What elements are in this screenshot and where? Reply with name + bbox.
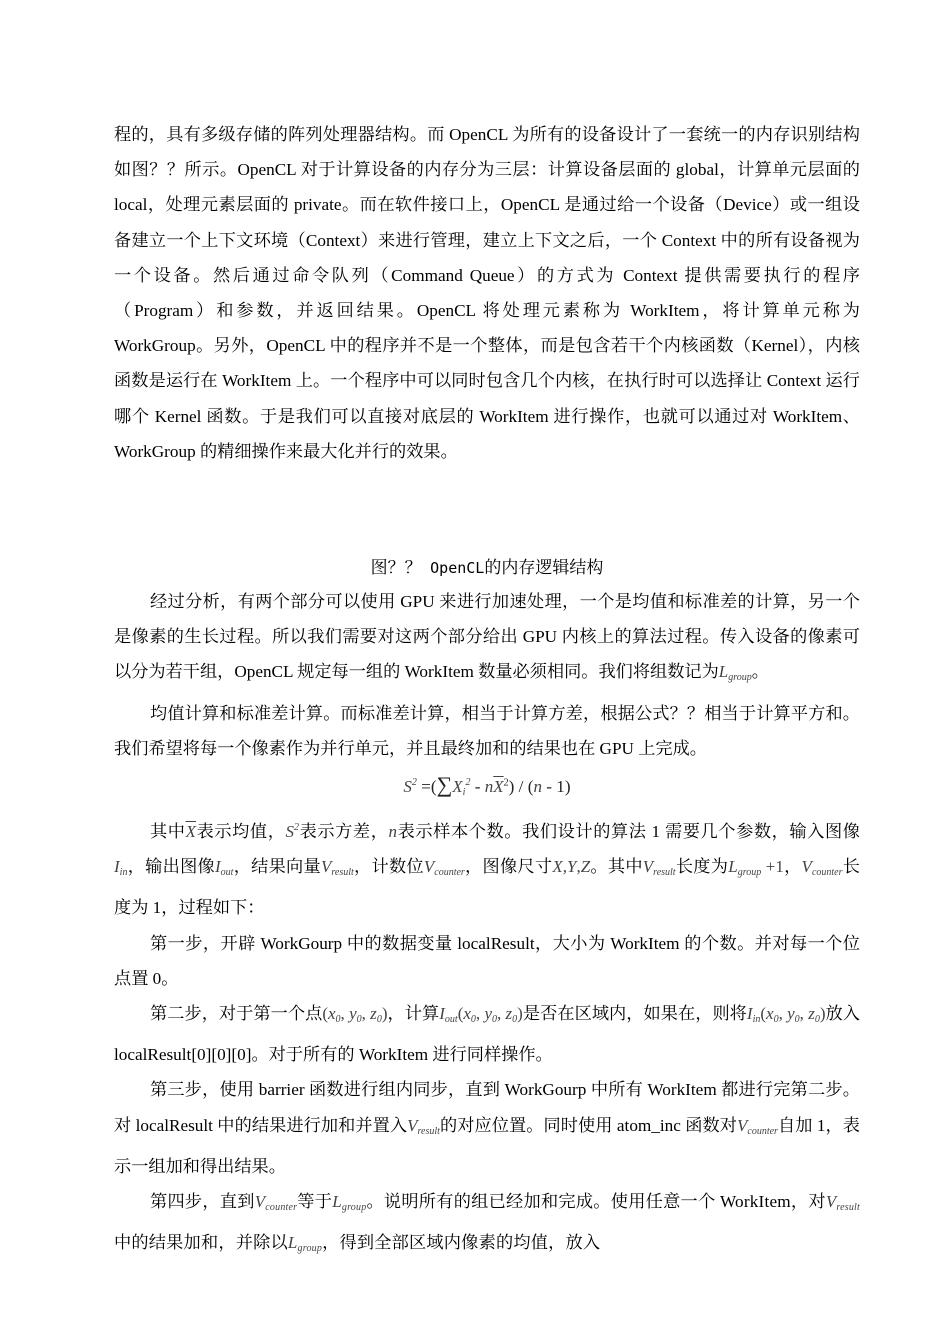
math-v-counter-2: $V_{counter}$ <box>801 857 843 879</box>
math-i-out: $I_{out}$ <box>214 857 234 879</box>
paragraph-mean-std: 均值计算和标准差计算。而标准差计算，相当于计算方差，根据公式？？相当于计算平方和。我们希望将每一个像素作为并行单元，并且最终加和的结果也在 GPU 上完成。 <box>114 703 860 758</box>
math-v-counter: $V_{counter}$ <box>423 857 465 879</box>
paragraph-step-4: 第四步，直到$V_{counter}$等于$L_{group}$。说明所有的组已经加和完成。使用任意一个 WorkItem，对$V_{result}$中的结果加和，并除以$L_{group}$，得到全部区域内像素的均值，放入 <box>114 1192 861 1255</box>
math-v-result-3: $V_{result}$ <box>407 1115 440 1137</box>
math-i-out-point: $I_{out}(x_0$, $y_0$, $z_0$) <box>439 1004 523 1026</box>
figure-caption: 图？？ OpenCL的内存逻辑结构 <box>370 558 604 577</box>
math-l-group: $L_{group}$ <box>718 662 752 684</box>
math-point-0: ($x_0$, $y_0$, $z_0$) <box>322 1004 388 1026</box>
paragraph-step-3: 第三步，使用 barrier 函数进行组内同步，直到 WorkGourp 中所有 WorkItem 都进行完第二步。对 localResult 中的结果进行加和并置入$V_{result}$的对应位置。同时使用 atom_inc 函数对$V_{counter}$自加 1，表示一组加和得出结果。 <box>114 1080 860 1176</box>
variance-formula: $S^2 =(\sum X_i^2 - n\overline{X}^2) / (n - 1)$ <box>403 772 571 799</box>
math-xyz: X,Y,Z <box>552 857 591 877</box>
paragraph-step-2: 第二步，对于第一个点($x_0$, $y_0$, $z_0$)，计算$I_{out}(x_0$, $y_0$, $z_0$)是否在区域内，如果在，则将$I_{in}(x_0$, $y_0$, $z_0$)放入 localResult[0][0][0]。对于所有的 WorkItem 进行同样操作。 <box>114 1004 860 1065</box>
math-mean-x: $\overline{X}$ <box>185 822 196 842</box>
math-l-group-3: $L_{group}$ <box>287 1233 323 1255</box>
math-i-in: $I_{in}$ <box>114 857 128 879</box>
body-text-2 <box>114 584 860 1266</box>
math-l-group-2: $L_{group}$ <box>332 1192 367 1214</box>
paragraph-opencl-memory: 程的，具有多级存储的阵列处理器结构。而 OpenCL 为所有的设备设计了一套统一的内存识别结构如图？？所示。OpenCL 对于计算设备的内存分为三层：计算设备层面的 global，计算单元层面的 local，处理元素层面的 private。而在软件接口上，OpenCL 是通过给一个设备（Device）或一组设备建立一个上下文环境（Context）来进行管理，建立上下文之后，一个 Context 中的所有设备视为一个设备。然后通过命令队列（Command Queue）的方式为 Context 提供需要执行的程序（Program）和参数，并返回结果。OpenCL 将处理元素称为 WorkItem，将计算单元称为 WorkGroup。另外，OpenCL 中的程序并不是一个整体，而是包含若干个内核函数（Kernel），内核函数是运行在 WorkItem 上。一个程序中可以同时包含几个内核，在执行时可以选择让 Context 运行哪个 Kernel 函数。于是我们可以直接对底层的 WorkItem 进行操作，也就可以通过对 WorkItem、WorkGroup 的精细操作来最大化并行的效果。 <box>114 125 860 461</box>
math-i-in-point: $I_{in}(x_0$, $y_0$, $z_0$) <box>746 1004 826 1026</box>
paragraph-analysis: 经过分析，有两个部分可以使用 GPU 来进行加速处理，一个是均值和标准差的计算，另一个是像素的生长过程。所以我们需要对这两个部分给出 GPU 内核上的算法过程。传入设备的像素可以分为若干组，OpenCL 规定每一组的 WorkItem 数量必须相同。我们将组数记为$L_{group}$。 <box>114 592 860 684</box>
figure-caption-block <box>114 553 860 583</box>
math-v-counter-4: $V_{counter}$ <box>254 1192 298 1214</box>
body-text <box>114 117 860 469</box>
math-s2: $S^2$ <box>285 822 299 842</box>
math-v-result-4: $V_{result}$ <box>825 1192 861 1214</box>
math-v-result: $V_{result}$ <box>320 857 354 879</box>
math-n: n <box>388 822 397 842</box>
math-v-counter-3: $V_{counter}$ <box>737 1115 778 1137</box>
paragraph-step-1: 第一步，开辟 WorkGourp 中的数据变量 localResult，大小为 WorkItem 的个数。并对每一个位点置 0。 <box>114 933 860 988</box>
paragraph-parameters: 其中$\overline{X}$表示均值，$S^2$表示方差，n表示样本个数。我们设计的算法 1 需要几个参数，输入图像$I_{in}$，输出图像$I_{out}$，结果向量$V_{result}$，计数位$V_{counter}$，图像尺寸X,Y,Z。其中$V_{result}$长度为$L_{group} +1$，$V_{counter}$长度为 1，过程如下： <box>114 822 860 918</box>
math-l-group-plus-1: $L_{group} +1$ <box>728 857 784 879</box>
math-v-result-2: $V_{result}$ <box>642 857 676 879</box>
